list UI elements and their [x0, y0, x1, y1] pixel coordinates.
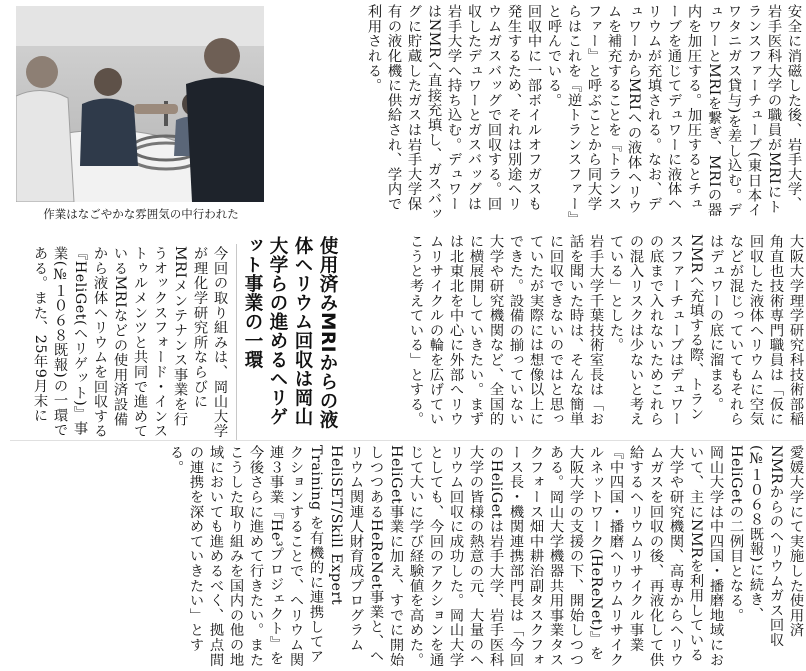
photo-caption: 作業はなごやかな雰囲気の中行われた: [43, 207, 239, 221]
article-column-block-2: 大阪大学理学研究科技術部稲角直也技術専門職員は「仮に回収した液体ヘリウムに空気などが混じっていてもそれらはデュワーの底に溜まる。NMRへ充填する際、トランスファーチューブはデュワーの底まで入れないためこれらの混入リスクは少ないと考えている」とした。 岩手大学千葉技術室長は「お話を聞いた時は、そんな簡単に回収できないのではと思っていたが実際には想像以上にできた。設備の揃っていない大学や研究機関など、全国的に横展開していきたい。まずは北東北を中心に外部へリウムリサイクルの輪を広げていこうと考えている」とする。: [408, 234, 804, 427]
article-column-block-4: 今回の取り組みは、岡山大学が理化学研究所ならびにMRIメンテナンス事業を行うオックスフォード・インストゥルメンツと共同で進めているMRIなどの使用済設備から液体ヘリウムを回収する『HeliGet(ヘリゲット)』事業(№１０６８既報)の一環である。また、25年9月末に: [32, 246, 228, 439]
column-divider: [236, 244, 237, 440]
article-photo: [16, 6, 264, 202]
article-column-block-3: 愛媛大学にて実施した使用済NMRからのヘリウムガス回収(№１０６８既報)に続き、HeliGetの二例目となる。 岡山大学は中四国・播磨地域において、主にNMRを利用している大学や研究機関、高専からヘリウムガスを回収の後、再液化して供給するヘリウムリサイクル事業『中四国・播磨ヘリウムリサイクルネットワーク(HeReNet)』を大阪大学の支援の下、開始しつつある。岡山大学機器共用事業タスクフォース畑中耕治副タスクフォース長・機関連携部門長は「今回のHeliGetは岩手大学、岩手医科大学の皆様の熱意の元、大量のヘリウム回収に成功した。岡山大学としても、今回のアクションを通じて大いに学び経験値を高めた。HeliGet事業に加え、すでに開始しつつあるHeReNet事業と、ヘリウム関連人財育成プログラムHeliSET/Skill Expert Training を有機的に連携してアクションすることで、ヘリウム関連３事業『He³プロジェクト』を今後さらに進めて行きたい。またこうした取り組みを国内の他の地域においても進めるべく、拠点間の連携を深めていきたい」とする。: [168, 445, 804, 668]
section-headline: 使用済みMRIからの液体ヘリウム回収は岡山大学らの進めるヘリゲット事業の一環: [242, 236, 338, 430]
article-column-block-1: 安全に消磁した後、岩手大学、岩手医科大学の職員がMRIにトランスファーチューブ(東日本イワタニガス貸与)を差し込む。デュワーとMRIを繋ぎ、MRIの器内を加圧する。加圧するとチューブを通じてデュワーに液体ヘリウムが充填される。なお、デュワーからMRIへの液体ヘリウムを補充することを『トランスファー』と呼ぶことから同大学らはこれを『逆トランスファー』と呼んでいる。 回収中に一部ボイルオフガスも発生するため、それは別途ヘリウムガスバッグで回収する。回収したデュワーとガスバッグは岩手大学へ持ち込む。デュワーはNMRへ直接充填し、ガスバッグに貯蔵したガスは岩手大学保有の液化機に供給され、学内で利用される。: [366, 4, 802, 222]
workers-photo-illustration: [16, 6, 264, 202]
row-divider: [10, 440, 804, 441]
